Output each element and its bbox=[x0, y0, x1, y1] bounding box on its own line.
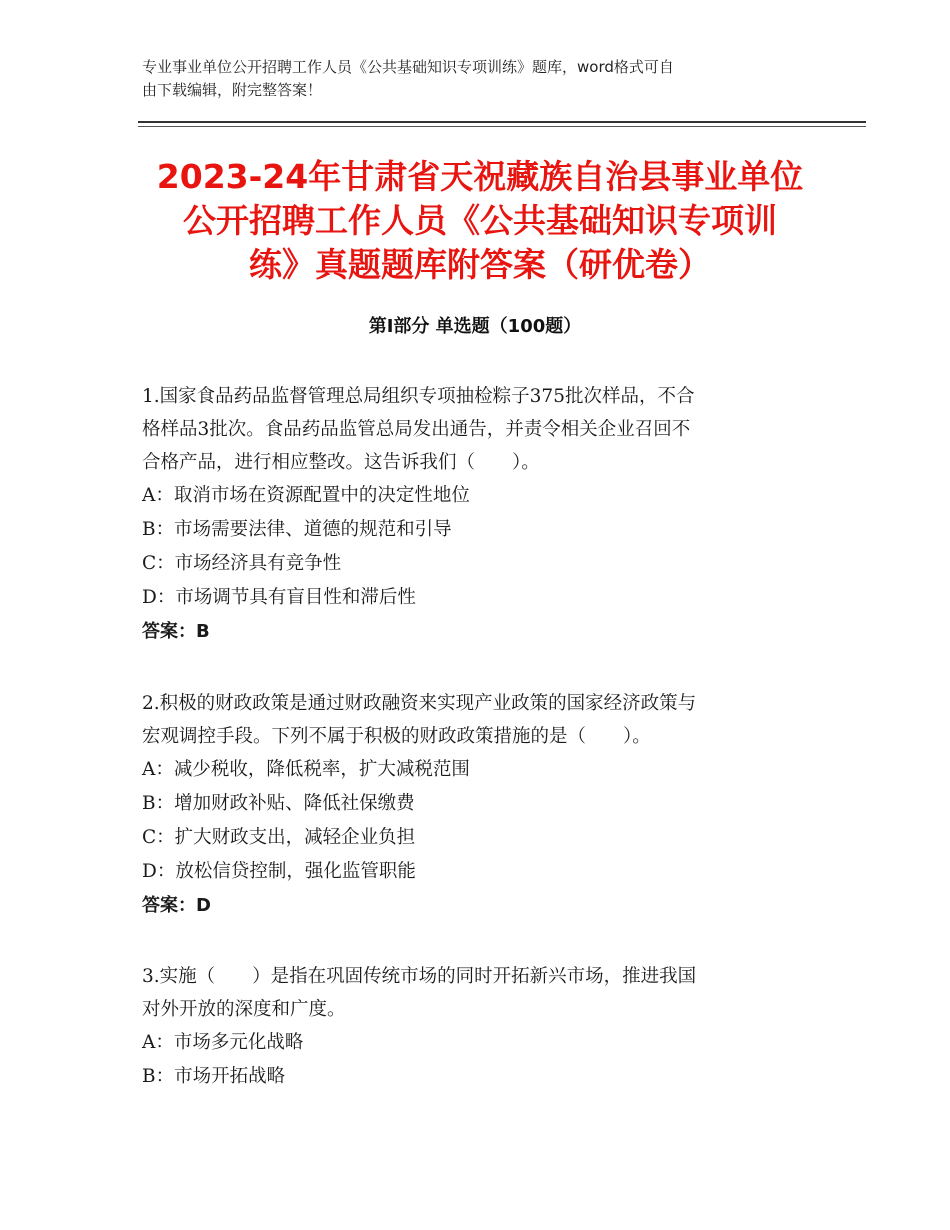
answer: 答案：D bbox=[142, 895, 211, 916]
option-a: A：市场多元化战略 bbox=[142, 1032, 304, 1053]
question-stem: 合格产品，进行相应整改。这告诉我们（ ）。 bbox=[142, 452, 540, 473]
question-stem: 对外开放的深度和广度。 bbox=[142, 999, 346, 1020]
option-b: B：市场开拓战略 bbox=[142, 1066, 286, 1087]
option-d: D：放松信贷控制，强化监管职能 bbox=[142, 861, 416, 882]
question-stem: 3.实施（ ）是指在巩固传统市场的同时开拓新兴市场，推进我国 bbox=[142, 966, 697, 987]
section-heading: 第Ⅰ部分 单选题（100题） bbox=[368, 316, 582, 337]
title-line: 2023-24年甘肃省天祝藏族自治县事业单位 bbox=[156, 157, 804, 196]
header-divider-thin bbox=[138, 126, 866, 127]
header-divider bbox=[138, 121, 866, 123]
question-2 bbox=[142, 687, 812, 923]
option-a: A：减少税收，降低税率，扩大减税范围 bbox=[142, 759, 470, 780]
question-stem: 2.积极的财政政策是通过财政融资来实现产业政策的国家经济政策与 bbox=[142, 693, 697, 714]
option-c: C：市场经济具有竞争性 bbox=[142, 553, 342, 574]
header-note-line: 专业事业单位公开招聘工作人员《公共基础知识专项训练》题库，word格式可自 bbox=[142, 58, 674, 76]
question-stem: 宏观调控手段。下列不属于积极的财政政策措施的是（ ）。 bbox=[142, 726, 651, 747]
title-line: 公开招聘工作人员《公共基础知识专项训 bbox=[183, 201, 777, 240]
question-stem: 格样品3批次。食品药品监管总局发出通告，并责令相关企业召回不 bbox=[142, 419, 691, 440]
option-b: B：市场需要法律、道德的规范和引导 bbox=[142, 519, 452, 540]
header-note-line: 由下载编辑，附完整答案！ bbox=[142, 81, 323, 99]
question-1 bbox=[142, 380, 812, 649]
option-d: D：市场调节具有盲目性和滞后性 bbox=[142, 587, 416, 608]
option-b: B：增加财政补贴、降低社保缴费 bbox=[142, 793, 415, 814]
question-stem: 1.国家食品药品监督管理总局组织专项抽检粽子375批次样品，不合 bbox=[142, 386, 695, 407]
title-line: 练》真题题库附答案（研优卷） bbox=[249, 245, 711, 284]
document-title bbox=[120, 155, 840, 287]
option-a: A：取消市场在资源配置中的决定性地位 bbox=[142, 485, 470, 506]
header-note bbox=[142, 56, 812, 102]
option-c: C：扩大财政支出，减轻企业负担 bbox=[142, 827, 416, 848]
question-3 bbox=[142, 960, 812, 1094]
answer: 答案：B bbox=[142, 621, 210, 642]
